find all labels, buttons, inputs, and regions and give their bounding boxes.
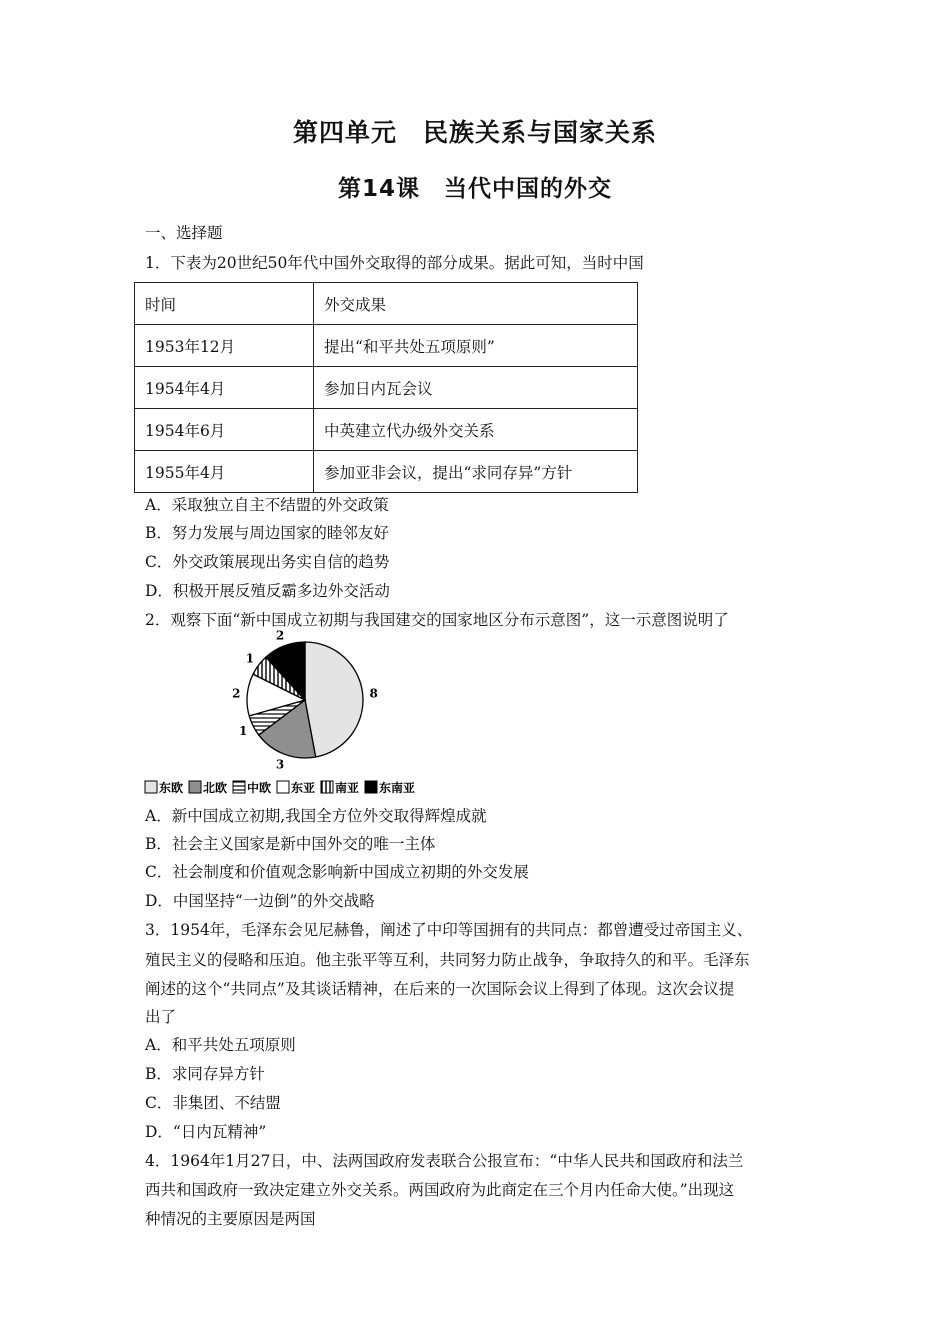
- pie-data-label: 3: [275, 757, 285, 772]
- table-cell: 参加亚非会议，提出“求同存异”方针: [314, 451, 638, 493]
- table-row: [135, 325, 638, 367]
- q1-option-d: D．积极开展反殖反霸多边外交活动: [145, 582, 390, 600]
- q4-stem-line: 4．1964年1月27日，中、法两国政府发表联合公报宣布：“中华人民共和国政府和法兰: [145, 1152, 744, 1170]
- q4-stem-line: 种情况的主要原因是两国: [145, 1210, 316, 1228]
- q3-option-c: C．非集团、不结盟: [145, 1094, 281, 1112]
- legend-swatch: [321, 781, 333, 793]
- q1-option-b: B．努力发展与周边国家的睦邻友好: [145, 524, 389, 542]
- section-heading: 一、选择题: [145, 224, 223, 242]
- q3-stem-line: 殖民主义的侵略和压迫。他主张平等互利，共同努力防止战争，争取持久的和平。毛泽东: [145, 951, 750, 969]
- q3-stem-line: 出了: [145, 1008, 177, 1026]
- legend-label: 中欧: [247, 781, 272, 795]
- table-cell: 1953年12月: [135, 325, 314, 367]
- unit-title: 第四单元 民族关系与国家关系: [292, 118, 657, 147]
- pie-data-label: 1: [245, 651, 255, 666]
- q1-table: [134, 282, 638, 493]
- legend-swatch: [189, 781, 201, 793]
- q1-stem: 1．下表为20世纪50年代中国外交取得的部分成果。据此可知，当时中国: [145, 254, 644, 272]
- q3-stem-line: 3．1954年，毛泽东会见尼赫鲁，阐述了中印等国拥有的共同点：都曾遭受过帝国主义、: [145, 921, 753, 939]
- q4-stem-line: 西共和国政府一致决定建立外交关系。两国政府为此商定在三个月内任命大使。”出现这: [145, 1181, 735, 1199]
- q3-option-a: A．和平共处五项原则: [145, 1036, 296, 1054]
- pie-chart: [140, 628, 470, 803]
- q2-stem: 2．观察下面“新中国成立初期与我国建交的国家地区分布示意图”，这一示意图说明了: [145, 611, 729, 629]
- table-cell: 1955年4月: [135, 451, 314, 493]
- table-cell: 1954年6月: [135, 409, 314, 451]
- pie-data-label: 1: [239, 723, 248, 738]
- legend-label: 南亚: [335, 781, 360, 795]
- table-header-cell: 时间: [135, 283, 314, 325]
- q3-stem-line: 阐述的这个“共同点”及其谈话精神，在后来的一次国际会议上得到了体现。这次会议提: [145, 980, 735, 998]
- table-cell: 1954年4月: [135, 367, 314, 409]
- pie-data-label: 2: [232, 686, 241, 701]
- q3-option-d: D．“日内瓦精神”: [145, 1123, 267, 1141]
- table-row: [135, 367, 638, 409]
- q2-option-b: B．社会主义国家是新中国外交的唯一主体: [145, 835, 436, 853]
- legend-swatch: [277, 781, 289, 793]
- table-cell: 参加日内瓦会议: [314, 367, 638, 409]
- legend-swatch: [365, 781, 377, 793]
- legend-label: 东南亚: [379, 781, 416, 795]
- legend-label: 东亚: [291, 781, 316, 795]
- table-row: [135, 409, 638, 451]
- pie-data-label: 2: [275, 628, 285, 643]
- table-cell: 中英建立代办级外交关系: [314, 409, 638, 451]
- q3-option-b: B．求同存异方针: [145, 1065, 265, 1083]
- table-cell: 提出“和平共处五项原则”: [314, 325, 638, 367]
- table-header-row: [135, 283, 638, 325]
- lesson-title: 第14课 当代中国的外交: [337, 176, 612, 202]
- q2-option-c: C．社会制度和价值观念影响新中国成立初期的外交发展: [145, 863, 529, 881]
- q2-option-a: A．新中国成立初期,我国全方位外交取得辉煌成就: [145, 807, 487, 825]
- pie-data-label: 8: [369, 686, 378, 701]
- table-row: [135, 451, 638, 493]
- q1-option-c: C．外交政策展现出务实自信的趋势: [145, 553, 390, 571]
- legend-swatch: [233, 781, 245, 793]
- q2-option-d: D．中国坚持“一边倒”的外交战略: [145, 892, 375, 910]
- q1-option-a: A．采取独立自主不结盟的外交政策: [145, 496, 389, 514]
- pie-slice-东欧: [305, 642, 363, 757]
- legend-label: 东欧: [159, 781, 184, 795]
- table-header-cell: 外交成果: [314, 283, 638, 325]
- legend-swatch: [145, 781, 157, 793]
- legend-label: 北欧: [203, 781, 228, 795]
